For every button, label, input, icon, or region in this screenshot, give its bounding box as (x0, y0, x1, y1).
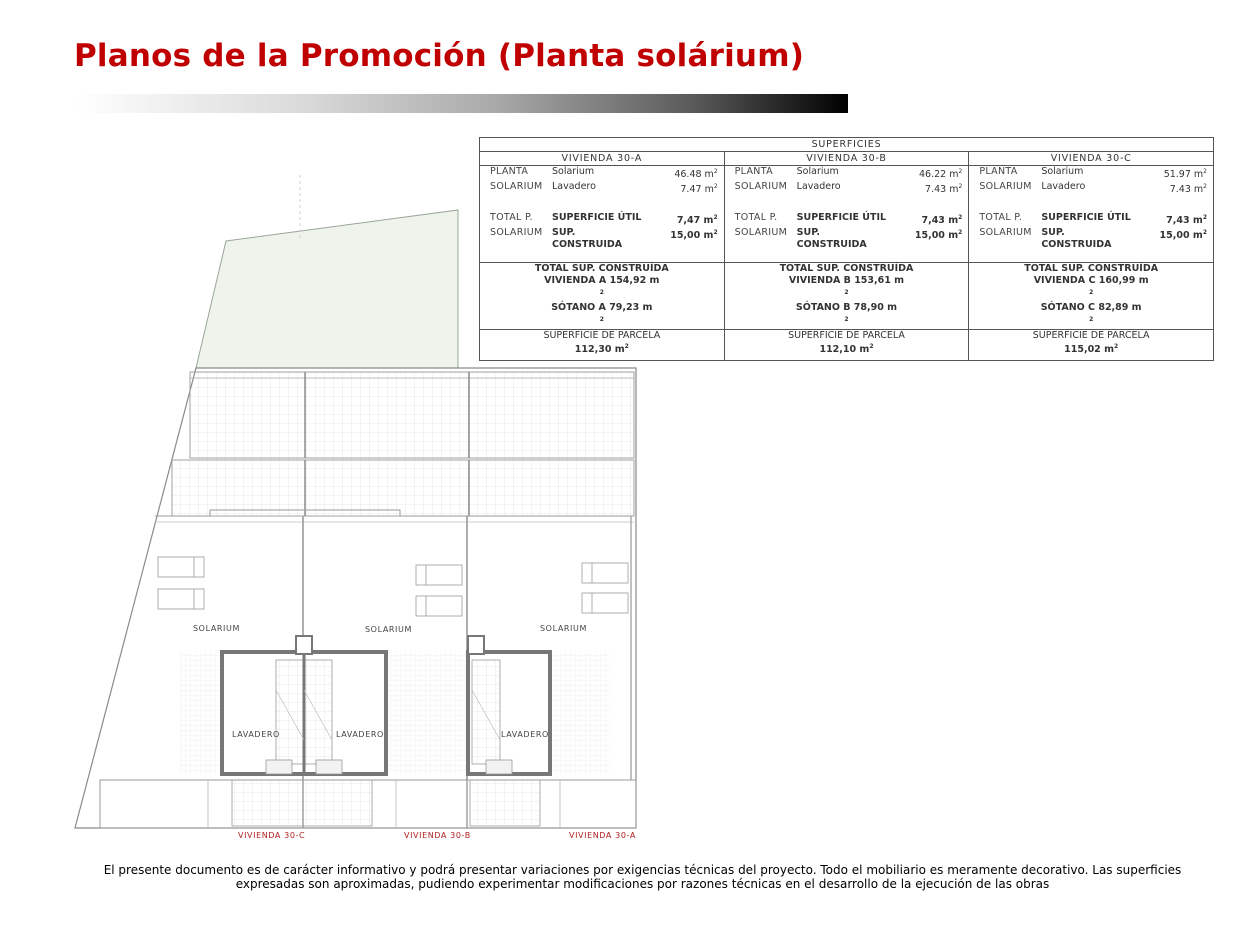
total-value: 7,43 $m^2$ (921, 214, 963, 226)
room-value: 46.22 $m^2$ (919, 168, 963, 180)
parcela-c: SUPERFICIE DE PARCELA 115,02 $m^2$ (969, 330, 1214, 361)
solarium-label-c: SOLARIUM (193, 624, 240, 633)
pergola-band (172, 460, 634, 516)
room-name: Lavadero (796, 181, 841, 192)
sunbeds (158, 557, 628, 616)
total-name: SUPERFICIE ÚTIL (552, 212, 642, 223)
planta-label: PLANTA (490, 166, 529, 177)
disclaimer (60, 863, 1225, 891)
unit-detail-b (724, 166, 969, 263)
disclaimer-line-2: expresadas son aproximadas, pudiendo experimentar modificaciones por razones técnicas en el desarrollo de la ejecución de las obras (235, 877, 1050, 891)
page-title: Planos de la Promoción (Planta solárium) (74, 38, 805, 74)
disclaimer-line-1: El presente documento es de carácter informativo y podrá presentar variaciones por exigencias técnicas del proyecto. Todo el mobiliario es meramente decorativo. Las superficies (103, 863, 1182, 877)
planta-label: PLANTA (734, 166, 773, 177)
total-value: 7,43 $m^2$ (1166, 214, 1207, 226)
total-label: TOTAL P. (490, 212, 533, 223)
unit-header-b: VIVIENDA 30-B (724, 152, 969, 166)
solarium-label-b: SOLARIUM (365, 625, 412, 634)
total-construida-a: TOTAL SUP. CONSTRUÍDA VIVIENDA A 154,92 m $^2$ SÓTANO A 79,23 m $^2$ (480, 263, 725, 330)
unit-label-b: VIVIENDA 30-B (404, 831, 471, 840)
unit-label-a: VIVIENDA 30-A (569, 831, 636, 840)
room-name: Solarium (796, 166, 839, 177)
total-name: SUPERFICIE ÚTIL (796, 212, 887, 223)
unit-header-a: VIVIENDA 30-A (480, 152, 725, 166)
parcela-b: SUPERFICIE DE PARCELA 112,10 $m^2$ (724, 330, 969, 361)
unit-label-c: VIVIENDA 30-C (238, 831, 306, 840)
room-name: Solarium (552, 166, 595, 177)
parcela-a: SUPERFICIE DE PARCELA 112,30 $m^2$ (480, 330, 725, 361)
room-value: 7.47 $m^2$ (680, 183, 718, 195)
total-name: SUP. CONSTRUIDA (1041, 227, 1112, 250)
garden-area (196, 210, 458, 368)
total-name: SUPERFICIE ÚTIL (1041, 212, 1131, 223)
total-label: SOLARIUM (734, 227, 788, 238)
total-value: 15,00 $m^2$ (670, 229, 718, 241)
stair-block-left (222, 636, 386, 774)
room-name: Lavadero (1041, 181, 1086, 192)
planta-label: SOLARIUM (979, 181, 1032, 192)
table-title: SUPERFICIES (480, 138, 1214, 152)
total-value: 15,00 $m^2$ (914, 229, 963, 241)
total-label: TOTAL P. (979, 212, 1023, 223)
stair-block-right (468, 636, 550, 774)
unit-detail-c (969, 166, 1214, 263)
unit-header-c: VIVIENDA 30-C (969, 152, 1214, 166)
unit-detail-a (480, 166, 725, 263)
total-label: SOLARIUM (979, 227, 1032, 238)
total-label: SOLARIUM (490, 227, 543, 238)
total-name: SUP. CONSTRUIDA (552, 227, 623, 250)
total-value: 7,47 $m^2$ (676, 214, 718, 226)
pergola-zone (190, 372, 634, 458)
surfaces-table (479, 137, 1214, 361)
total-construida-c: TOTAL SUP. CONSTRUÍDA VIVIENDA C 160,99 m $^2$ SÓTANO C 82,89 m $^2$ (969, 263, 1214, 330)
room-value: 46.48 $m^2$ (674, 168, 718, 180)
lavadero-label-c: LAVADERO (232, 730, 280, 739)
room-value: 7.43 $m^2$ (925, 183, 963, 195)
room-value: 7.43 $m^2$ (1169, 183, 1207, 195)
total-value: 15,00 $m^2$ (1159, 229, 1207, 241)
planta-label: PLANTA (979, 166, 1018, 177)
lavadero-label-b: LAVADERO (336, 730, 384, 739)
total-name: SUP. CONSTRUIDA (796, 227, 867, 250)
room-name: Solarium (1041, 166, 1084, 177)
total-construida-b: TOTAL SUP. CONSTRUÍDA VIVIENDA B 153,61 m $^2$ SÓTANO B 78,90 m $^2$ (724, 263, 969, 330)
room-value: 51.97 $m^2$ (1163, 168, 1207, 180)
solarium-label-a: SOLARIUM (540, 624, 587, 633)
lavadero-label-a: LAVADERO (501, 730, 549, 739)
planta-label: SOLARIUM (490, 181, 543, 192)
total-label: TOTAL P. (734, 212, 778, 223)
planta-label: SOLARIUM (734, 181, 788, 192)
room-name: Lavadero (552, 181, 596, 192)
